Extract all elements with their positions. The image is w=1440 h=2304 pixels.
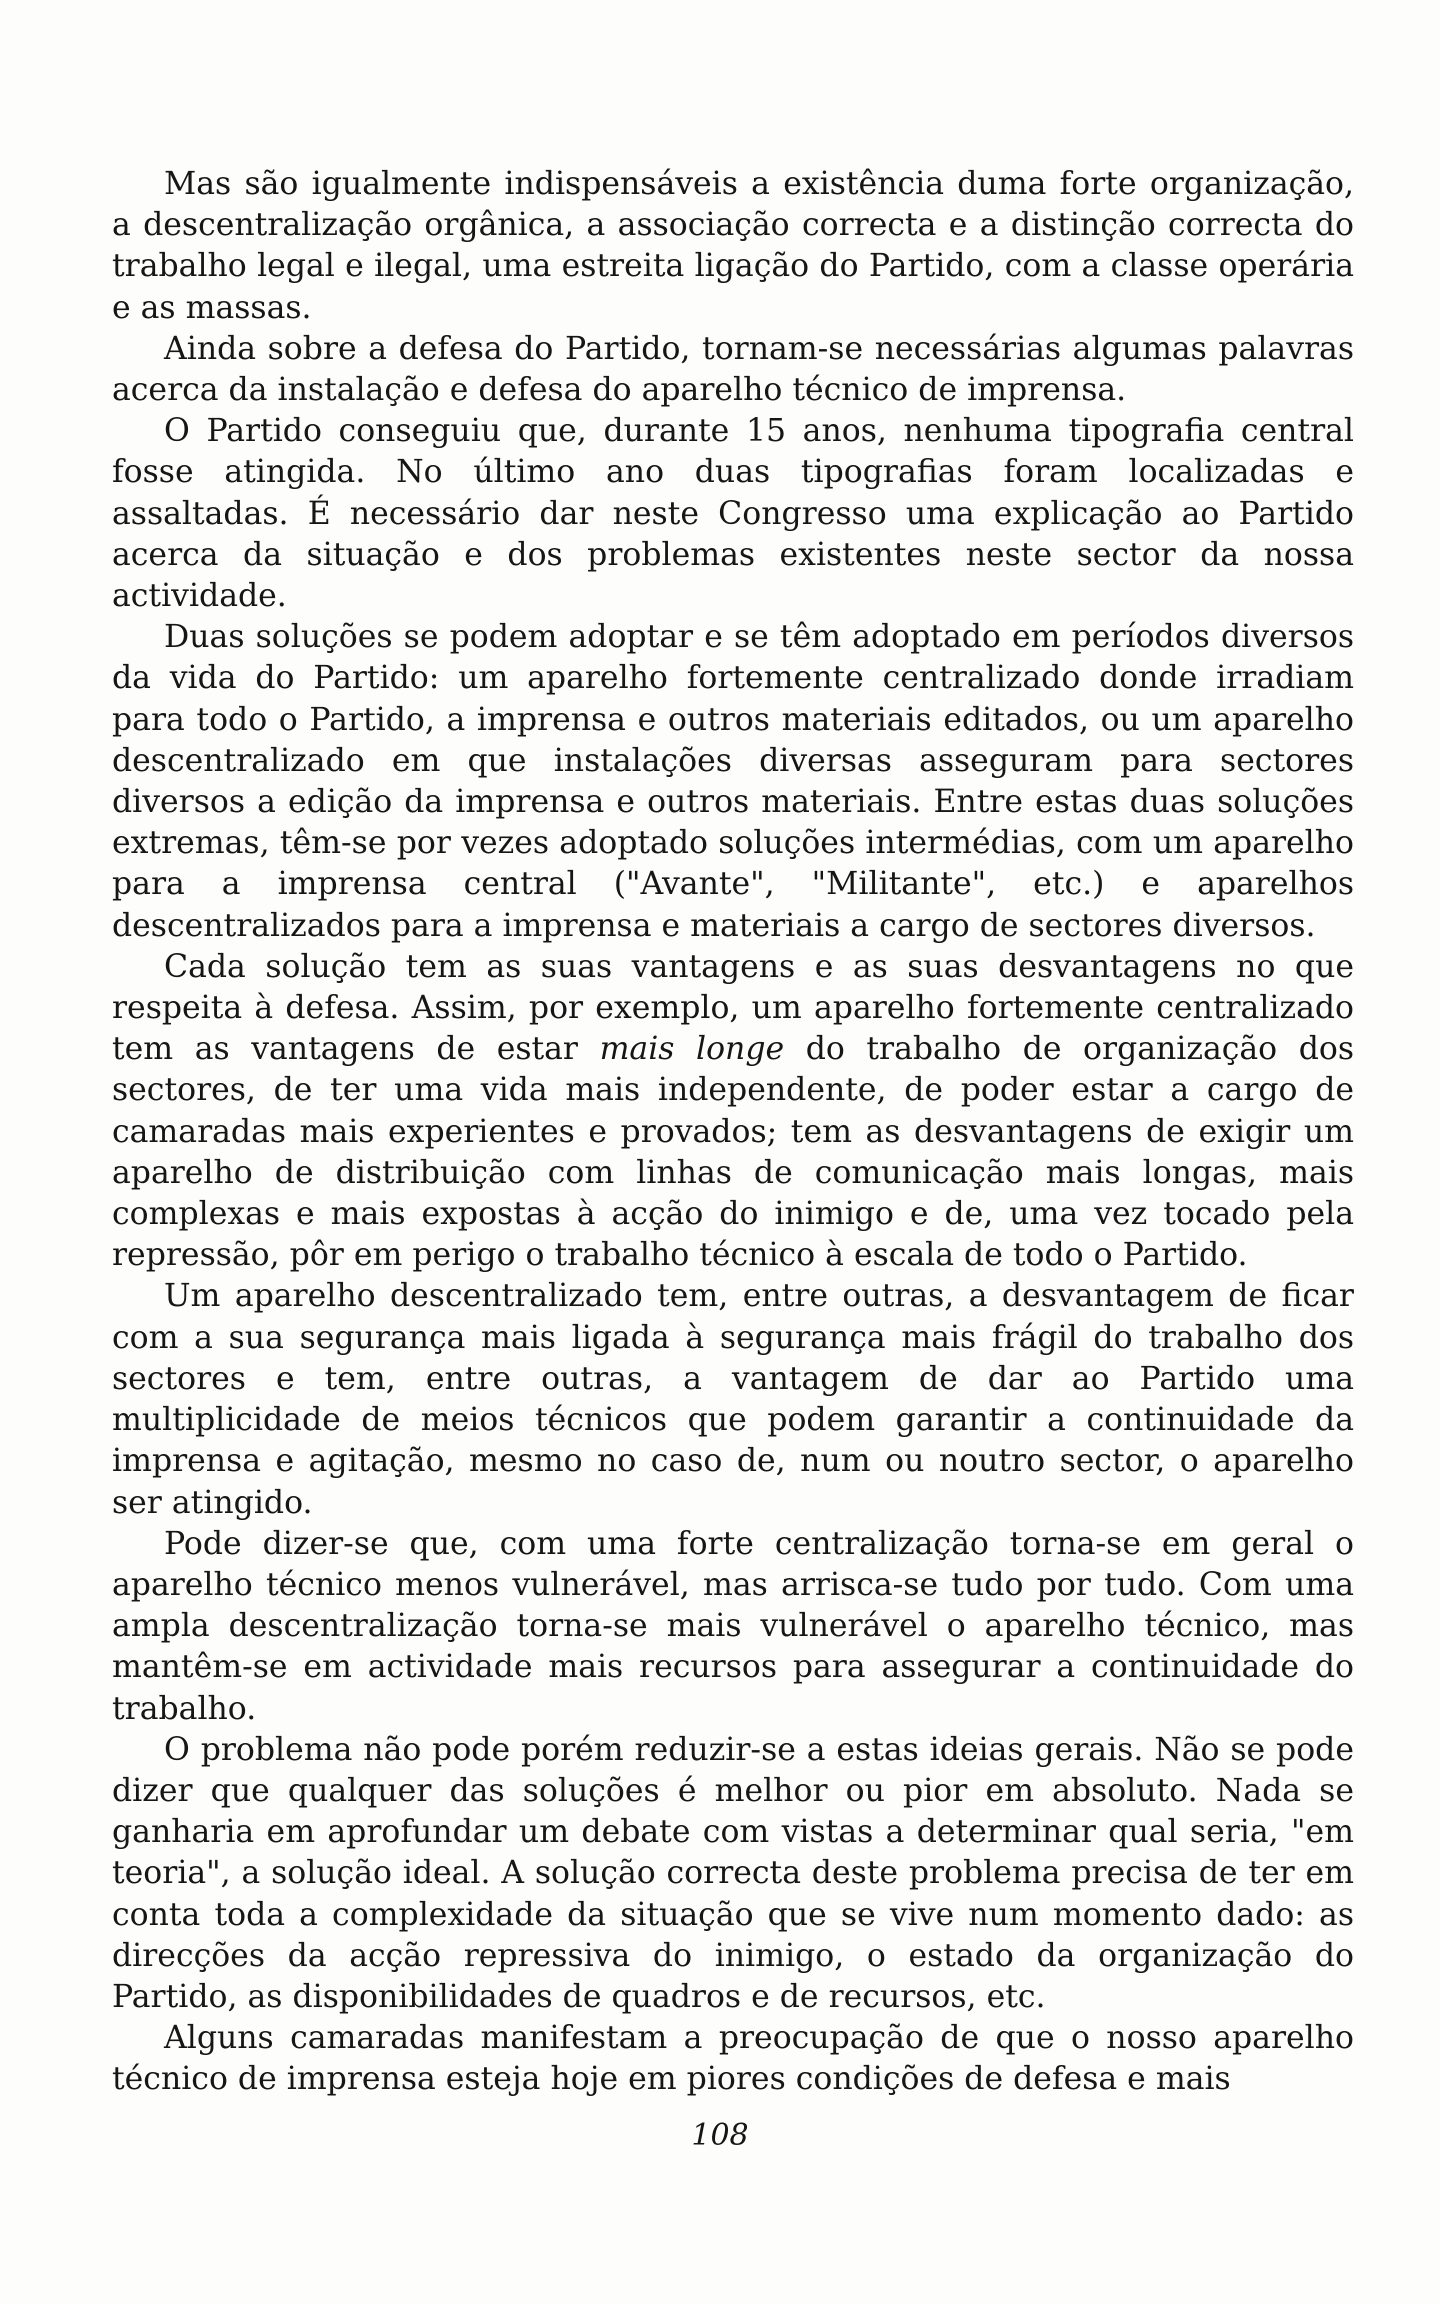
paragraph-5-start: Cada solução tem as suas vantagens e as suas desvantagens no que respeita à defesa. Assim, por exemplo, um aparelho fortemente centralizado tem as vantagens de estar — [112, 948, 1354, 1068]
paragraph-6: Um aparelho descentralizado tem, entre outras, a desvantagem de ficar com a sua segurança mais ligada à segurança mais frágil do trabalho dos sectores e tem, entre outras, a vantagem de dar ao Partido uma multiplicidade de meios técnicos que podem garantir a continuidade da imprensa e agitação, mesmo no caso de, num ou noutro sector, o aparelho ser atingido. — [112, 1278, 1354, 1521]
paragraph-9: Alguns camaradas manifestam a preocupação de que o nosso aparelho técnico de imprensa esteja hoje em piores condições de defesa e mais — [112, 2020, 1354, 2098]
body-text — [112, 164, 1354, 2101]
page-number: 108 — [691, 2118, 749, 2153]
paragraph-8: O problema não pode porém reduzir-se a estas ideias gerais. Não se pode dizer que qualquer das soluções é melhor ou pior em absoluto. Nada se ganharia em aprofundar um debate com vistas a determinar qual seria, "em teoria", a solução ideal. A solução correcta deste problema precisa de ter em conta toda a complexidade da situação que se vive num momento dado: as direcções da acção repressiva do inimigo, o estado da organização do Partido, as disponibilidades de quadros e de recursos, etc. — [112, 1731, 1354, 2015]
paragraph-4: Duas soluções se podem adoptar e se têm adoptado em períodos diversos da vida do Partido: um aparelho fortemente centralizado donde irradiam para todo o Partido, a imprensa e outros materiais editados, ou um aparelho descentralizado em que instalações diversas asseguram para sectores diversos a edição da imprensa e outros materiais. Entre estas duas soluções extremas, têm-se por vezes adoptado soluções intermédias, com um aparelho para a imprensa central ("Avante", "Militante", etc.) e aparelhos descentralizados para a imprensa e materiais a cargo de sectores diversos. — [112, 619, 1354, 944]
paragraph-3: O Partido conseguiu que, durante 15 anos, nenhuma tipografia central fosse atingida. No último ano duas tipografias foram localizadas e assaltadas. É necessário dar neste Congresso uma explicação ao Partido acerca da situação e dos problemas existentes neste sector da nossa actividade. — [112, 413, 1354, 615]
paragraph-7: Pode dizer-se que, com uma forte centralização torna-se em geral o aparelho técnico menos vulnerável, mas arrisca-se tudo por tudo. Com uma ampla descentralização torna-se mais vulnerável o aparelho técnico, mas mantêm-se em actividade mais recursos para assegurar a continuidade do trabalho. — [112, 1525, 1354, 1727]
paragraph-5-end: do trabalho de organização dos sectores, de ter uma vida mais independente, de poder estar a cargo de camaradas mais experientes e provados; tem as desvantagens de exigir um aparelho de distribuição com linhas de comunicação mais longas, mais complexas e mais expostas à acção do inimigo e de, uma vez tocado pela repressão, pôr em perigo o trabalho técnico à escala de todo o Partido. — [112, 1031, 1354, 1274]
emphasis-mais-longe: mais longe — [599, 1031, 785, 1068]
paragraph-1: Mas são igualmente indispensáveis a existência duma forte organização, a descentralização orgânica, a associação correcta e a distinção correcta do trabalho legal e ilegal, uma estreita ligação do Partido, com a classe operária e as massas. — [112, 166, 1354, 326]
paragraph-2: Ainda sobre a defesa do Partido, tornam-se necessárias algumas palavras acerca da instalação e defesa do aparelho técnico de imprensa. — [112, 330, 1354, 409]
paragraph-5 — [112, 947, 1354, 1277]
